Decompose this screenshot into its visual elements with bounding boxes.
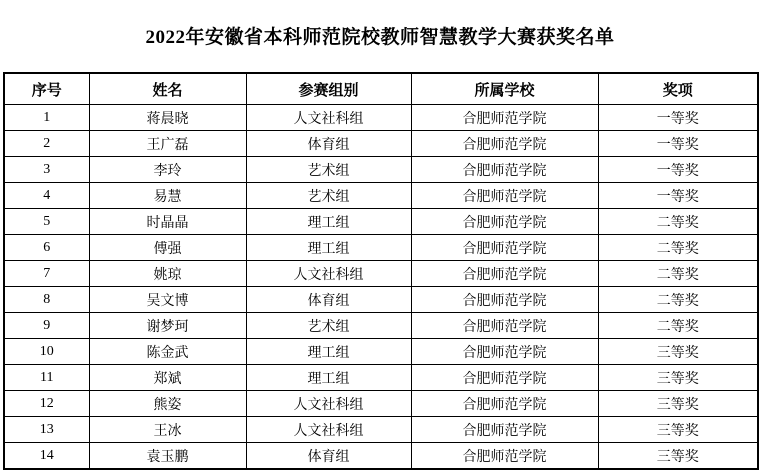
table-body (4, 105, 758, 470)
cell-no: 3 (4, 157, 89, 183)
cell-award: 一等奖 (598, 183, 758, 209)
cell-group: 体育组 (246, 131, 411, 157)
cell-school: 合肥师范学院 (411, 157, 598, 183)
cell-group: 理工组 (246, 209, 411, 235)
cell-award: 三等奖 (598, 339, 758, 365)
header-group: 参赛组别 (246, 73, 411, 105)
cell-award: 三等奖 (598, 443, 758, 470)
cell-award: 一等奖 (598, 157, 758, 183)
cell-school: 合肥师范学院 (411, 443, 598, 470)
cell-award: 二等奖 (598, 287, 758, 313)
page-title: 2022年安徽省本科师范院校教师智慧教学大赛获奖名单 (145, 27, 615, 48)
cell-name: 易慧 (89, 183, 246, 209)
header-school: 所属学校 (411, 73, 598, 105)
cell-group: 艺术组 (246, 157, 411, 183)
cell-name: 蒋晨晓 (89, 105, 246, 131)
table-row (4, 443, 758, 470)
table-row (4, 313, 758, 339)
header-no: 序号 (4, 73, 89, 105)
table-row (4, 131, 758, 157)
cell-group: 理工组 (246, 339, 411, 365)
cell-name: 傅强 (89, 235, 246, 261)
cell-name: 陈金武 (89, 339, 246, 365)
cell-name: 李玲 (89, 157, 246, 183)
cell-school: 合肥师范学院 (411, 131, 598, 157)
cell-no: 5 (4, 209, 89, 235)
cell-award: 三等奖 (598, 417, 758, 443)
cell-no: 7 (4, 261, 89, 287)
award-table (3, 72, 759, 470)
table-row (4, 365, 758, 391)
cell-award: 一等奖 (598, 105, 758, 131)
header-name: 姓名 (89, 73, 246, 105)
cell-school: 合肥师范学院 (411, 287, 598, 313)
cell-no: 2 (4, 131, 89, 157)
cell-group: 人文社科组 (246, 105, 411, 131)
cell-group: 艺术组 (246, 313, 411, 339)
cell-award: 二等奖 (598, 235, 758, 261)
cell-group: 人文社科组 (246, 417, 411, 443)
table-row (4, 261, 758, 287)
cell-group: 理工组 (246, 365, 411, 391)
table-header-row (4, 73, 758, 105)
header-award: 奖项 (598, 73, 758, 105)
table-row (4, 209, 758, 235)
table-row (4, 391, 758, 417)
cell-group: 艺术组 (246, 183, 411, 209)
cell-group: 人文社科组 (246, 391, 411, 417)
cell-award: 三等奖 (598, 391, 758, 417)
table-row (4, 235, 758, 261)
cell-school: 合肥师范学院 (411, 261, 598, 287)
cell-award: 二等奖 (598, 261, 758, 287)
cell-school: 合肥师范学院 (411, 339, 598, 365)
table-row (4, 417, 758, 443)
cell-name: 王广磊 (89, 131, 246, 157)
cell-name: 王冰 (89, 417, 246, 443)
cell-school: 合肥师范学院 (411, 313, 598, 339)
cell-no: 10 (4, 339, 89, 365)
table-row (4, 339, 758, 365)
table-row (4, 105, 758, 131)
cell-school: 合肥师范学院 (411, 417, 598, 443)
table-row (4, 157, 758, 183)
cell-no: 6 (4, 235, 89, 261)
cell-school: 合肥师范学院 (411, 365, 598, 391)
cell-group: 体育组 (246, 443, 411, 470)
cell-award: 三等奖 (598, 365, 758, 391)
cell-no: 1 (4, 105, 89, 131)
cell-no: 14 (4, 443, 89, 470)
cell-no: 9 (4, 313, 89, 339)
cell-school: 合肥师范学院 (411, 183, 598, 209)
cell-school: 合肥师范学院 (411, 391, 598, 417)
cell-award: 一等奖 (598, 131, 758, 157)
cell-award: 二等奖 (598, 209, 758, 235)
cell-group: 理工组 (246, 235, 411, 261)
cell-name: 袁玉鹏 (89, 443, 246, 470)
cell-no: 13 (4, 417, 89, 443)
cell-no: 11 (4, 365, 89, 391)
cell-group: 体育组 (246, 287, 411, 313)
cell-no: 12 (4, 391, 89, 417)
table-row (4, 287, 758, 313)
cell-name: 时晶晶 (89, 209, 246, 235)
cell-no: 8 (4, 287, 89, 313)
cell-school: 合肥师范学院 (411, 235, 598, 261)
cell-no: 4 (4, 183, 89, 209)
cell-school: 合肥师范学院 (411, 105, 598, 131)
cell-group: 人文社科组 (246, 261, 411, 287)
table-row (4, 183, 758, 209)
cell-award: 二等奖 (598, 313, 758, 339)
cell-name: 吴文博 (89, 287, 246, 313)
cell-name: 姚琼 (89, 261, 246, 287)
cell-name: 谢梦珂 (89, 313, 246, 339)
cell-name: 熊姿 (89, 391, 246, 417)
cell-school: 合肥师范学院 (411, 209, 598, 235)
cell-name: 郑斌 (89, 365, 246, 391)
